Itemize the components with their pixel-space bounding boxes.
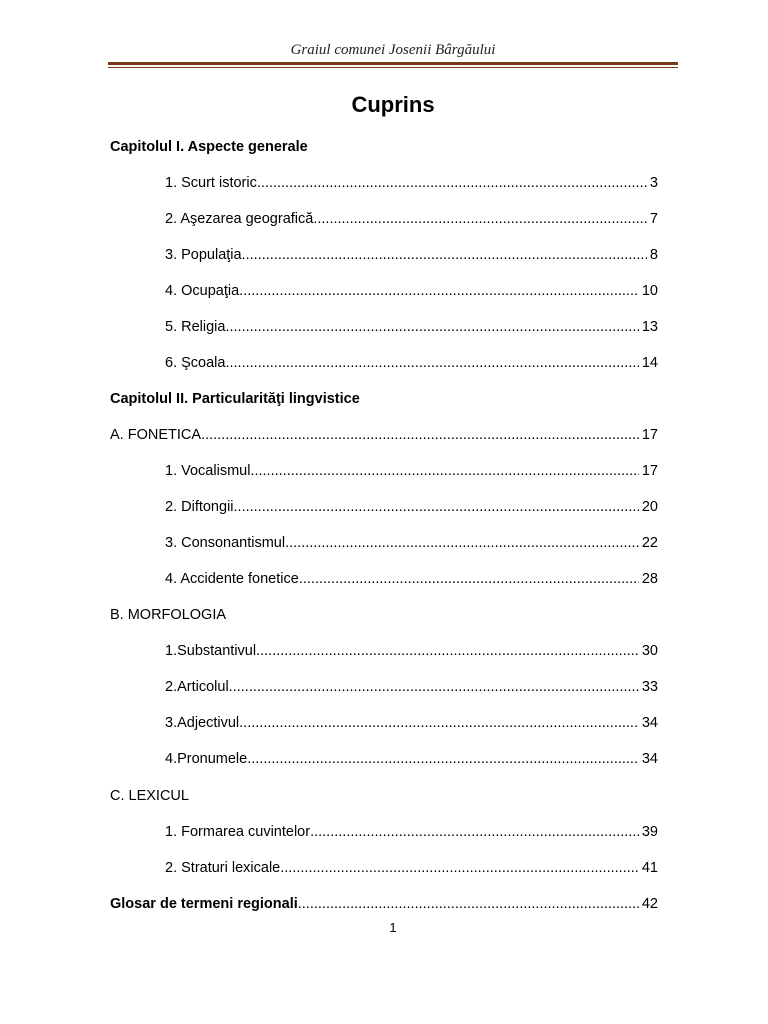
toc-entry-label: 4. Ocupaţia [165, 283, 240, 299]
toc-entry-glosar[interactable] [110, 894, 658, 914]
chapter-1-heading: Capitolul I. Aspecte generale [110, 139, 308, 155]
toc-entry-label: 2.Articolul [165, 679, 229, 695]
toc-entry-page: 34 [641, 715, 658, 731]
toc-entry-label: 1. Formarea cuvintelor [165, 824, 311, 840]
dot-leader [242, 245, 647, 265]
dot-leader [310, 822, 639, 842]
toc-entry-page: 10 [641, 283, 658, 299]
toc-entry[interactable] [165, 569, 658, 589]
toc-entry-label: 5. Religia [165, 319, 226, 335]
running-header: Graiul comunei Josenii Bârgăului [290, 42, 496, 58]
section-morfologia-heading: B. MORFOLOGIA [110, 607, 227, 623]
dot-leader [247, 749, 639, 769]
toc-section-fonetica[interactable] [110, 425, 658, 445]
dot-leader [201, 425, 639, 445]
toc-entry[interactable] [165, 245, 658, 265]
dot-leader [225, 353, 638, 373]
toc-entry-label: Glosar de termeni regionali [110, 896, 298, 912]
toc-entry[interactable] [165, 822, 658, 842]
toc-entry-page: 42 [641, 896, 658, 912]
toc-entry-label: 2. Straturi lexicale [165, 860, 281, 876]
toc-entry-page: 17 [641, 463, 658, 479]
toc-entry-page: 14 [641, 355, 658, 371]
toc-entry[interactable] [165, 641, 658, 661]
toc-entry-page: 20 [641, 499, 658, 515]
header-rule-thin [108, 67, 678, 68]
toc-entry[interactable] [165, 173, 658, 193]
toc-entry-page: 3 [649, 175, 658, 191]
toc-entry-page: 41 [641, 860, 658, 876]
toc-entry[interactable] [165, 858, 658, 878]
toc-entry-page: 8 [649, 247, 658, 263]
toc-entry-page: 17 [641, 427, 658, 443]
toc-entry-label: 3.Adjectivul [165, 715, 240, 731]
toc-entry-label: A. FONETICA [110, 427, 202, 443]
dot-leader [250, 461, 638, 481]
toc-entry-label: 1. Scurt istoric [165, 175, 257, 191]
dot-leader [256, 641, 639, 661]
dot-leader [313, 209, 647, 229]
toc-entry-page: 22 [641, 535, 658, 551]
toc-entry-page: 13 [641, 319, 658, 335]
toc-entry[interactable] [165, 281, 658, 301]
toc-entry[interactable] [165, 497, 658, 517]
page-title: Cuprins [351, 92, 435, 117]
toc-entry[interactable] [165, 533, 658, 553]
dot-leader [239, 281, 639, 301]
toc-entry[interactable] [165, 749, 658, 769]
toc-entry-label: 6. Şcoala [165, 355, 226, 371]
toc-entry-label: 3. Populaţia [165, 247, 242, 263]
dot-leader [280, 858, 639, 878]
header-rule-thick [108, 62, 678, 65]
dot-leader [229, 677, 639, 697]
toc-entry[interactable] [165, 317, 658, 337]
dot-leader [299, 569, 639, 589]
dot-leader [225, 317, 638, 337]
toc-entry[interactable] [165, 209, 658, 229]
toc-entry[interactable] [165, 713, 658, 733]
toc-entry-label: 3. Consonantismul [165, 535, 286, 551]
dot-leader [234, 497, 639, 517]
toc-entry-label: 1.Substantivul [165, 643, 257, 659]
dot-leader [239, 713, 639, 733]
toc-entry[interactable] [165, 677, 658, 697]
toc-entry-label: 4.Pronumele [165, 751, 248, 767]
toc-entry-page: 28 [641, 571, 658, 587]
toc-entry-page: 39 [641, 824, 658, 840]
dot-leader [285, 533, 639, 553]
dot-leader [298, 894, 639, 914]
toc-entry-page: 7 [649, 211, 658, 227]
toc-entry[interactable] [165, 461, 658, 481]
dot-leader [257, 173, 647, 193]
page-number: 1 [389, 920, 397, 935]
toc-entry-page: 34 [641, 751, 658, 767]
toc-entry-label: 2. Diftongii [165, 499, 234, 515]
chapter-2-heading: Capitolul II. Particularităţi lingvistice [110, 391, 360, 407]
toc-entry-label: 4. Accidente fonetice [165, 571, 299, 587]
toc-entry-label: 1. Vocalismul [165, 463, 251, 479]
toc-entry-label: 2. Aşezarea geografică [165, 211, 314, 227]
toc-entry-page: 33 [641, 679, 658, 695]
section-lexicul-heading: C. LEXICUL [110, 788, 189, 804]
toc-entry[interactable] [165, 353, 658, 373]
toc-entry-page: 30 [641, 643, 658, 659]
